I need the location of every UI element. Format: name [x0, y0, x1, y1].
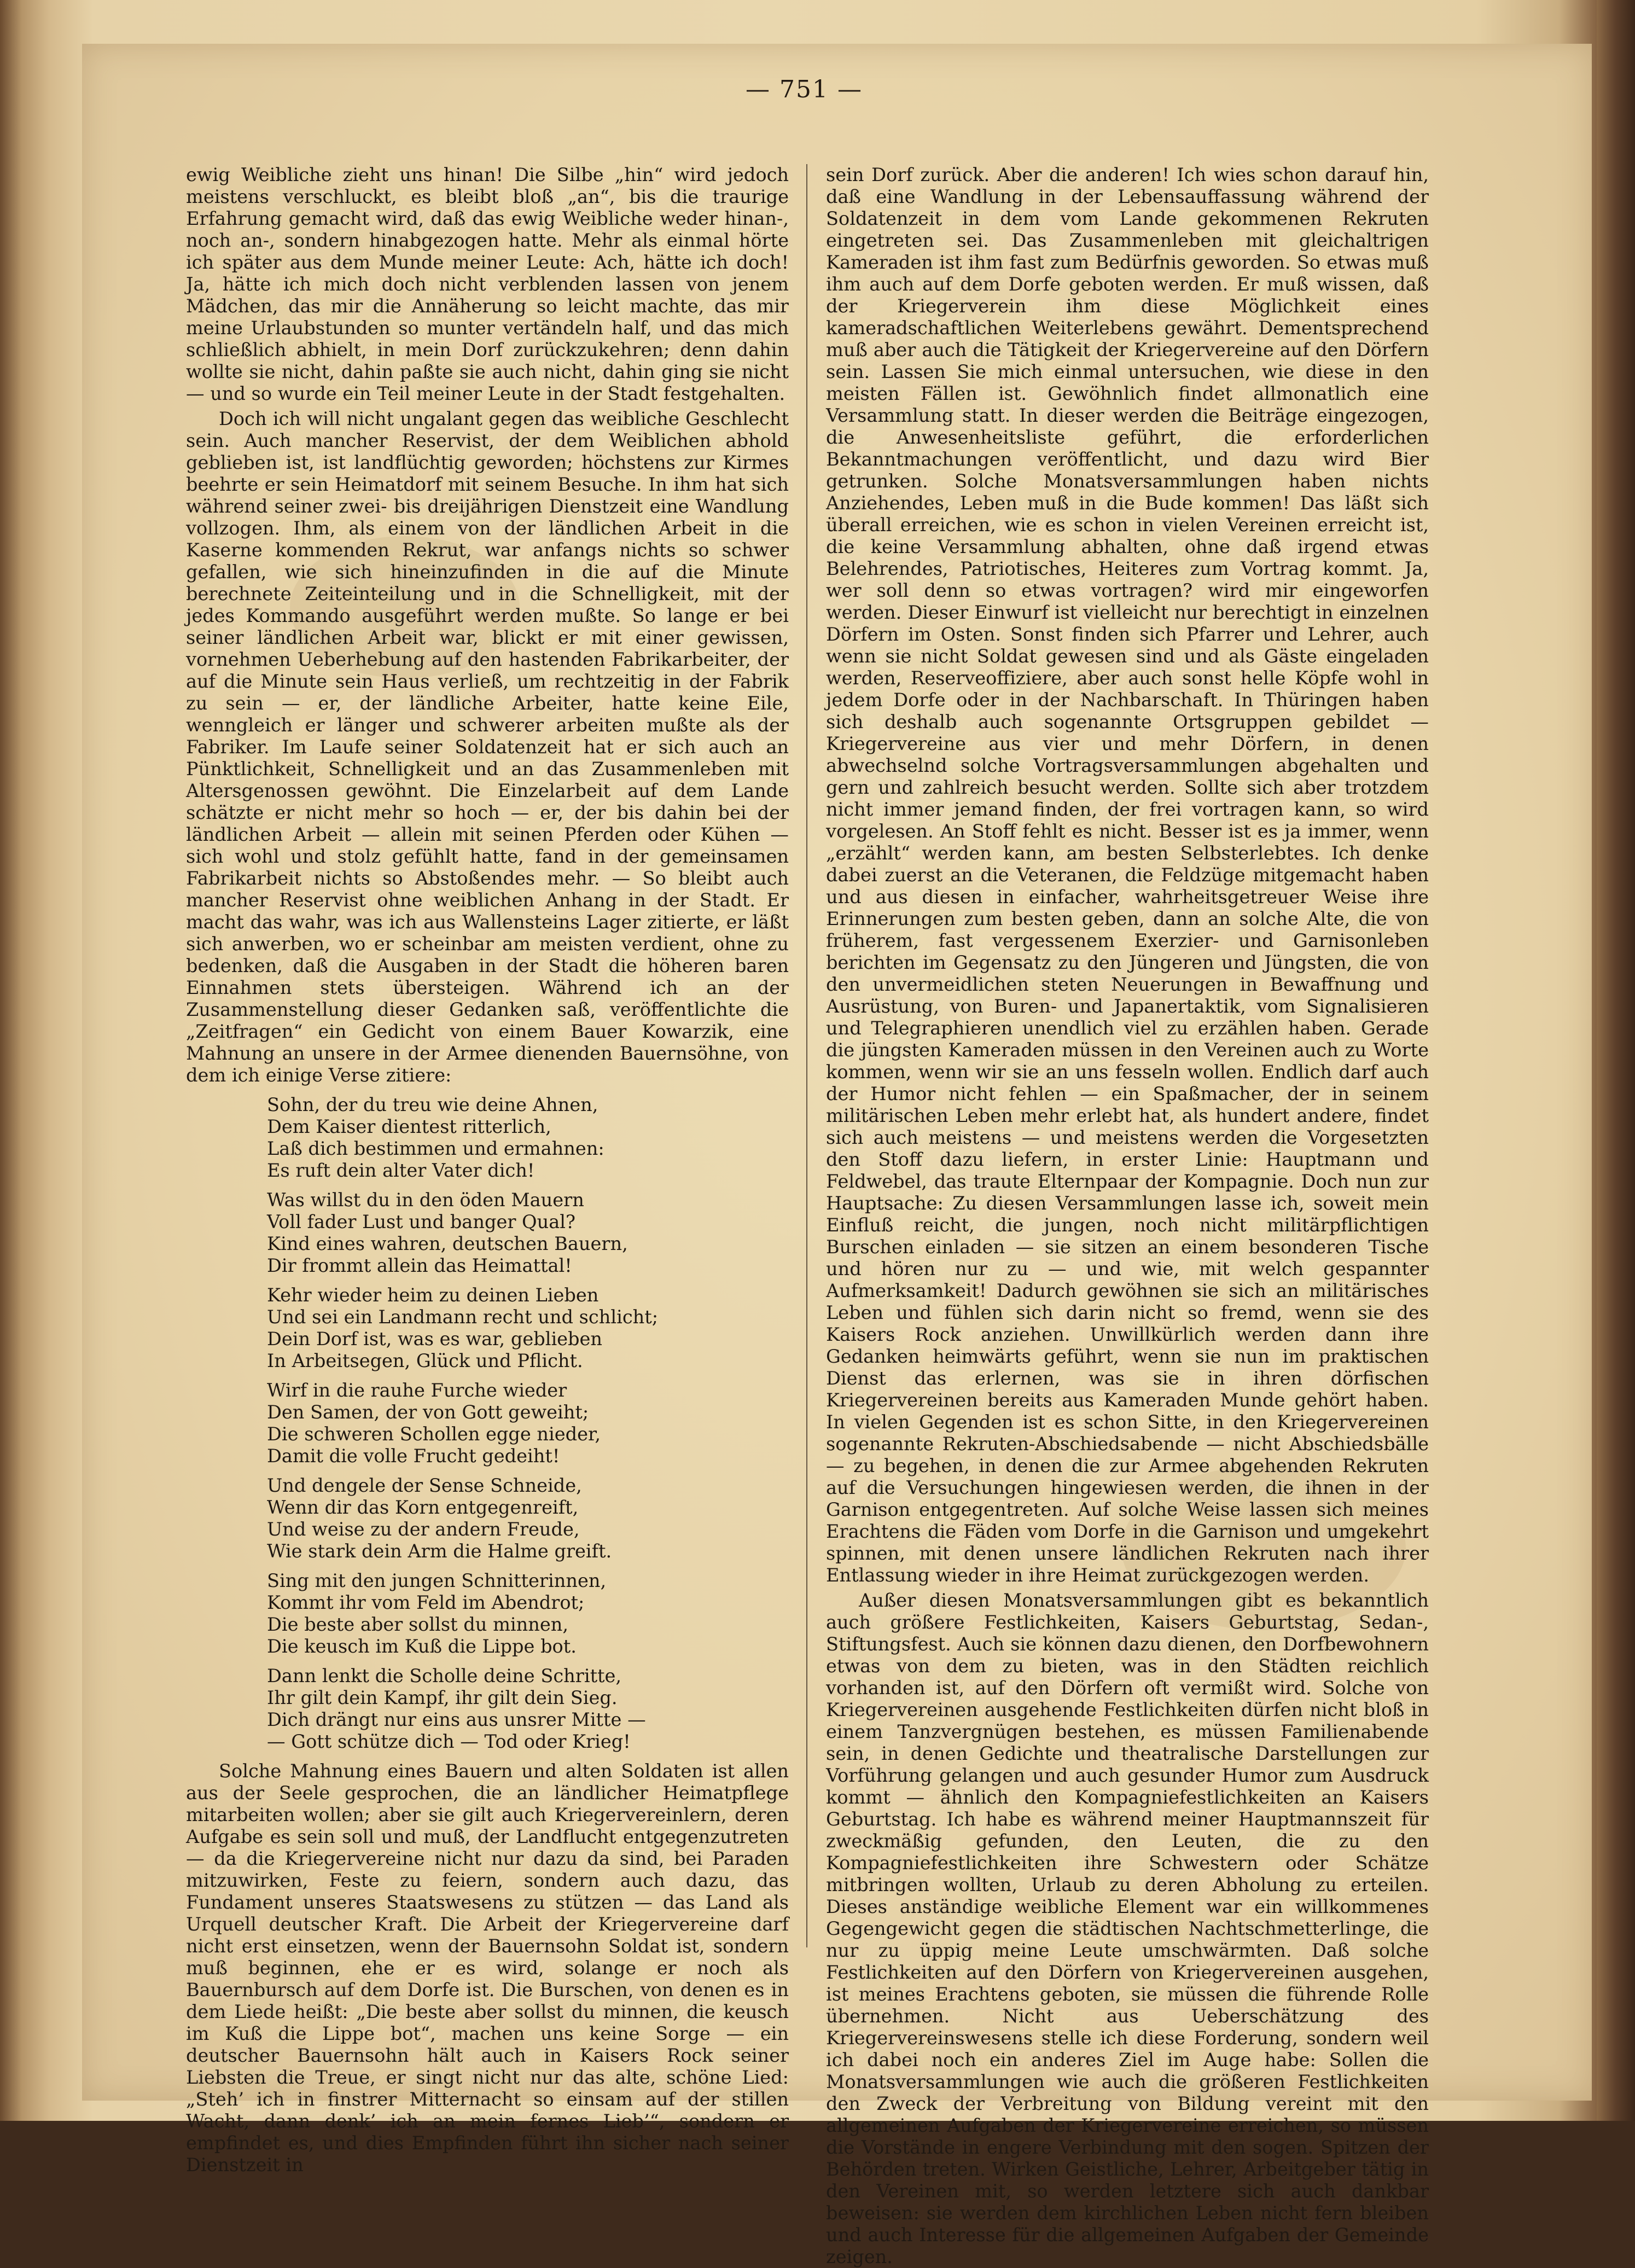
poem-line: Was willst du in den öden Mauern [267, 1189, 584, 1211]
poem-line: Ihr gilt dein Kampf, ihr gilt dein Sieg. [267, 1687, 618, 1708]
poem-line: Dein Dorf ist, was es war, geblieben [267, 1328, 603, 1350]
poem-line: In Arbeitsegen, Glück und Pflicht. [267, 1350, 583, 1371]
poem-line: Dir frommt allein das Heimattal! [267, 1255, 572, 1276]
poem-line: Wenn dir das Korn entgegenreift, [267, 1497, 579, 1518]
poem-line: Dem Kaiser dientest ritterlich, [267, 1116, 551, 1137]
poem-line: Den Samen, der von Gott geweiht; [267, 1401, 589, 1423]
poem-stanza [267, 1380, 789, 1467]
paragraph: sein Dorf zurück. Aber die anderen! Ich wies schon darauf hin, daß eine Wandlung in der Lebensauffassung während der Soldatenzeit in dem vom Lande gekommenen Rekruten eingetreten sei. Das Zusammenleben mit gleichaltrigen Kameraden ist ihm fast zum Bedürfnis geworden. So etwas muß ihm auch auf dem Dorfe geboten werden. Er muß wissen, daß der Kriegerverein ihm diese Möglichkeit eines kameradschaftlichen Weiterlebens gewährt. Dementsprechend muß aber auch die Tätigkeit der Kriegervereine auf den Dörfern sein. Lassen Sie mich einmal untersuchen, wie diese in den meisten Fällen ist. Gewöhnlich findet allmonatlich eine Versammlung statt. In dieser werden die Beiträge eingezogen, die Anwesenheitsliste geführt, die erforderlichen Bekanntmachungen veröffentlicht, und dazu wird Bier getrunken. Solche Monatsversammlungen haben nichts Anziehendes, Leben muß in die Bude kommen! Das läßt sich überall erreichen, wie es schon in vielen Vereinen erreicht ist, die keine Versammlung abhalten, ohne daß irgend etwas Belehrendes, Patriotisches, Heiteres zum Vortrag kommt. Ja, wer soll denn so etwas vortragen? wird mir eingeworfen werden. Dieser Einwurf ist vielleicht nur berechtigt in einzelnen Dörfern im Osten. Sonst finden sich Pfarrer und Lehrer, auch wenn sie nicht Soldat gewesen sind und als Gäste eingeladen werden, Reserveoffiziere, aber auch sonst helle Köpfe wohl in jedem Dorfe oder in der Nachbarschaft. In Thüringen haben sich deshalb auch sogenannte Ortsgruppen gebildet — Kriegervereine aus vier und mehr Dörfern, in denen abwechselnd solche Vortragsversammlungen abgehalten und gern und zahlreich besucht werden. Sollte sich aber trotzdem nicht immer jemand finden, der frei vortragen kann, so wird vorgelesen. An Stoff fehlt es nicht. Besser ist es ja immer, wenn „erzählt“ werden kann, am besten Selbsterlebtes. Ich denke dabei zuerst an die Veteranen, die Feldzüge mitgemacht haben und aus diesen in einfacher, wahrheitsgetreuer Weise ihre Erinnerungen zum besten geben, dann an solche Alte, die von früherem, fast vergessenem Exerzier- und Garnisonleben berichten im Gegensatz zu den Jüngeren und Jüngsten, die von den unvermeidlichen steten Neuerungen in Bewaffnung und Ausrüstung, von Buren- und Japanertaktik, vom Signalisieren und Telegraphieren unendlich viel zu erzählen haben. Gerade die jüngsten Kameraden müssen in den Vereinen auch zu Worte kommen, wenn wir sie an uns fesseln wollen. Endlich darf auch der Humor nicht fehlen — ein Spaßmacher, der in seinem militärischen Leben mehr erlebt hat, als hundert andere, findet sich auch meistens — und meistens werden die Vorgesetzten den Stoff dazu liefern, in erster Linie: Hauptmann und Feldwebel, das traute Elternpaar der Kompagnie. Doch nun zur Hauptsache: Zu diesen Versammlungen lasse ich, soweit mein Einfluß reicht, die jungen, noch nicht militärpflichtigen Burschen einladen — sie sitzen an einem besonderen Tische und hören nur zu — und wie, mit welch gespannter Aufmerksamkeit! Dadurch gewöhnen sie sich an militärisches Leben und fühlen sich darin nicht so fremd, wenn sie des Kaisers Rock anziehen. Unwillkürlich werden dann ihre Gedanken heimwärts geführt, wenn sie nun im praktischen Dienst das erlernen, was sie in ihren dörfischen Kriegervereinen bereits aus Kameraden Munde gehört haben. In vielen Gegenden ist es schon Sitte, in den Kriegervereinen sogenannte Rekruten-Abschiedsabende — nicht Abschiedsbälle — zu begehen, in denen die zur Armee abgehenden Rekruten auf die Versuchungen hingewiesen werden, die ihnen in der Garnison entgegentreten. Auf solche Weise lassen sich meines Erachtens die Fäden vom Dorfe in die Garnison und umgekehrt spinnen, mit denen unsere ländlichen Rekruten nach ihrer Entlassung wieder in ihre Heimat zurückgezogen werden. [826, 164, 1429, 1586]
poem-line: Wie stark dein Arm die Halme greift. [267, 1540, 612, 1562]
poem-line: Und weise zu der andern Freude, [267, 1519, 580, 1540]
poem-stanza [267, 1189, 789, 1277]
poem [267, 1094, 789, 1753]
poem-stanza [267, 1665, 789, 1753]
poem-line: Und dengele der Sense Schneide, [267, 1475, 582, 1496]
paragraph: Außer diesen Monatsversammlungen gibt es bekanntlich auch größere Festlichkeiten, Kaisers Geburtstag, Sedan-, Stiftungsfest. Auch sie können dazu dienen, den Dorfbewohnern etwas von dem zu bieten, was in den Städten reichlich vorhanden ist, auf den Dörfern oft vermißt wird. Solche von Kriegervereinen ausgehende Festlichkeiten dürfen nicht bloß in einem Tanzvergnügen bestehen, es müssen Familienabende sein, in denen Gedichte und theatralische Darstellungen zur Vorführung gelangen und auch gesunder Humor zum Ausdruck kommt — ähnlich den Kompagniefestlichkeiten an Kaisers Geburtstag. Ich habe es während meiner Hauptmannszeit für zweckmäßig gefunden, den Leuten, die zu den Kompagniefestlichkeiten ihre Schwestern oder Schätze mitbringen wollten, Urlaub zu deren Abholung zu erteilen. Dieses anständige weibliche Element war ein willkommenes Gegengewicht gegen die städtischen Nachtschmetterlinge, die nur zu üppig meine Leute umschwärmten. Daß solche Festlichkeiten auf den Dörfern von Kriegervereinen ausgehen, ist meines Erachtens geboten, sie müssen die führende Rolle übernehmen. Nicht aus Ueberschätzung des Kriegervereinswesens stelle ich diese Forderung, sondern weil ich dabei noch ein anderes Ziel im Auge habe: Sollen die Monatsversammlungen wie auch die größeren Festlichkeiten den Zweck der Verbreitung von Bildung vereint mit den allgemeinen Aufgaben der Kriegervereine erreichen, so müssen die Vorstände in engere Verbindung mit den sogen. Spitzen der Behörden treten. Wirken Geistliche, Lehrer, Arbeitgeber tätig in den Vereinen mit, so werden letztere sich auch dankbar beweisen: sie werden dem kirchlichen Leben nicht fern bleiben und auch Interesse für die allgemeinen Aufgaben der Gemeinde zeigen. [826, 1590, 1429, 2267]
right-text-column [826, 164, 1429, 2267]
poem-line: Es ruft dein alter Vater dich! [267, 1160, 535, 1181]
poem-line: Kind eines wahren, deutschen Bauern, [267, 1233, 628, 1254]
poem-line: — Gott schütze dich — Tod oder Krieg! [267, 1731, 631, 1752]
poem-line: Damit die volle Frucht gedeiht! [267, 1445, 560, 1467]
poem-stanza [267, 1094, 789, 1182]
poem-line: Sing mit den jungen Schnitterinnen, [267, 1570, 607, 1591]
poem-line: Dich drängt nur eins aus unsrer Mitte — [267, 1709, 646, 1730]
poem-stanza [267, 1475, 789, 1562]
poem-line: Kommt ihr vom Feld im Abendrot; [267, 1592, 585, 1613]
poem-line: Wirf in die rauhe Furche wieder [267, 1380, 567, 1401]
book-binding-edge [1597, 0, 1635, 2121]
left-text-column [186, 164, 789, 2176]
poem-line: Und sei ein Landmann recht und schlicht; [267, 1306, 659, 1328]
poem-line: Die beste aber sollst du minnen, [267, 1614, 569, 1635]
poem-line: Kehr wieder heim zu deinen Lieben [267, 1284, 599, 1306]
poem-stanza [267, 1570, 789, 1658]
paragraph: Doch ich will nicht ungalant gegen das weibliche Geschlecht sein. Auch mancher Reservist, der dem Weiblichen abhold geblieben ist, ist landflüchtig geworden; höchstens zur Kirmes beehrte er sein Heimatdorf mit seinem Besuche. In ihm hat sich während seiner zwei- bis dreijährigen Dienstzeit eine Wandlung vollzogen. Ihm, als einem von der ländlichen Arbeit in die Kaserne kommenden Rekrut, war anfangs nichts so schwer gefallen, wie sich hineinzufinden in die auf die Minute berechnete Zeiteinteilung und in die Schnelligkeit, mit der jedes Kommando ausgeführt werden mußte. So lange er bei seiner ländlichen Arbeit war, blickt er mit einer gewissen, vornehmen Ueberhebung auf den hastenden Fabrikarbeiter, der auf die Minute sein Haus verließ, um rechtzeitig in der Fabrik zu sein — er, der ländliche Arbeiter, hatte keine Eile, wenngleich er länger und schwerer arbeiten mußte als der Fabriker. Im Laufe seiner Soldatenzeit hat er sich auch an Pünktlichkeit, Schnelligkeit und an das Zusammenleben mit Altersgenossen gewöhnt. Die Einzelarbeit auf dem Lande schätzte er nicht mehr so hoch — er, der bis dahin bei der ländlichen Arbeit — allein mit seinen Pferden oder Kühen — sich wohl und stolz gefühlt hatte, fand in der gemeinsamen Fabrikarbeit nichts so Abstoßendes mehr. — So bleibt auch mancher Reservist ohne weiblichen Anhang in der Stadt. Er macht das wahr, was ich aus Wallensteins Lager zitierte, er läßt sich anwerben, wo er scheinbar am meisten verdient, ohne zu bedenken, daß die Ausgaben in der Stadt die höheren baren Einnahmen stets übersteigen. Während ich an der Zusammenstellung dieser Gedanken saß, veröffentlichte die „Zeitfragen“ ein Gedicht von einem Bauer Kowarzik, eine Mahnung an unsere in der Armee dienenden Bauernsöhne, von dem ich einige Verse zitiere: [186, 408, 789, 1086]
paragraph: ewig Weibliche zieht uns hinan! Die Silbe „hin“ wird jedoch meistens verschluckt, es bleibt bloß „an“, bis die traurige Erfahrung gemacht wird, daß das ewig Weibliche weder hinan-, noch an-, sondern hinabgezogen hatte. Mehr als einmal hörte ich später aus dem Munde meiner Leute: Ach, hätte ich doch! Ja, hätte ich mich doch nicht verblenden lassen von jenem Mädchen, das mir die Annäherung so leicht machte, das mir meine Urlaubstunden so munter vertändeln half, und das mich schließlich abhielt, in mein Dorf zurückzukehren; denn dahin wollte sie nicht, dahin paßte sie auch nicht, dahin ging sie nicht — und so wurde ein Teil meiner Leute in der Stadt festgehalten. [186, 164, 789, 404]
poem-line: Dann lenkt die Scholle deine Schritte, [267, 1665, 622, 1687]
poem-stanza [267, 1284, 789, 1372]
poem-line: Die keusch im Kuß die Lippe bot. [267, 1636, 577, 1657]
poem-line: Die schweren Schollen egge nieder, [267, 1423, 601, 1445]
poem-line: Voll fader Lust und banger Qual? [267, 1211, 575, 1232]
paragraph: Solche Mahnung eines Bauern und alten Soldaten ist allen aus der Seele gesprochen, die an ländlicher Heimatpflege mitarbeiten wollen; aber sie gilt auch Kriegervereinlern, deren Aufgabe es sein soll und muß, der Landflucht entgegenzutreten — da die Kriegervereine nicht nur dazu da sind, bei Paraden mitzuwirken, Feste zu feiern, sondern auch dazu, das Fundament unseres Staatswesens zu stützen — das Land als Urquell deutscher Kraft. Die Arbeit der Kriegervereine darf nicht erst einsetzen, wenn der Bauernsohn Soldat ist, sondern muß beginnen, ehe er es wird, solange er noch als Bauernbursch auf dem Dorfe ist. Die Burschen, von denen es in dem Liede heißt: „Die beste aber sollst du minnen, die keusch im Kuß die Lippe bot“, machen uns keine Sorge — ein deutscher Bauernsohn hält auch in Kaisers Rock seiner Liebsten die Treue, er singt nicht nur das alte, schöne Lied: „Steh’ ich in finstrer Mitternacht so einsam auf der stillen Wacht, dann denk’ ich an mein fernes Lieb’“, sondern er empfindet es, und dies Empfinden führt ihn sicher nach seiner Dienstzeit in [186, 1760, 789, 2176]
column-divider [806, 164, 807, 1947]
page-number: — 751 — [746, 75, 863, 103]
poem-line: Sohn, der du treu wie deine Ahnen, [267, 1094, 598, 1115]
poem-line: Laß dich bestimmen und ermahnen: [267, 1138, 604, 1159]
